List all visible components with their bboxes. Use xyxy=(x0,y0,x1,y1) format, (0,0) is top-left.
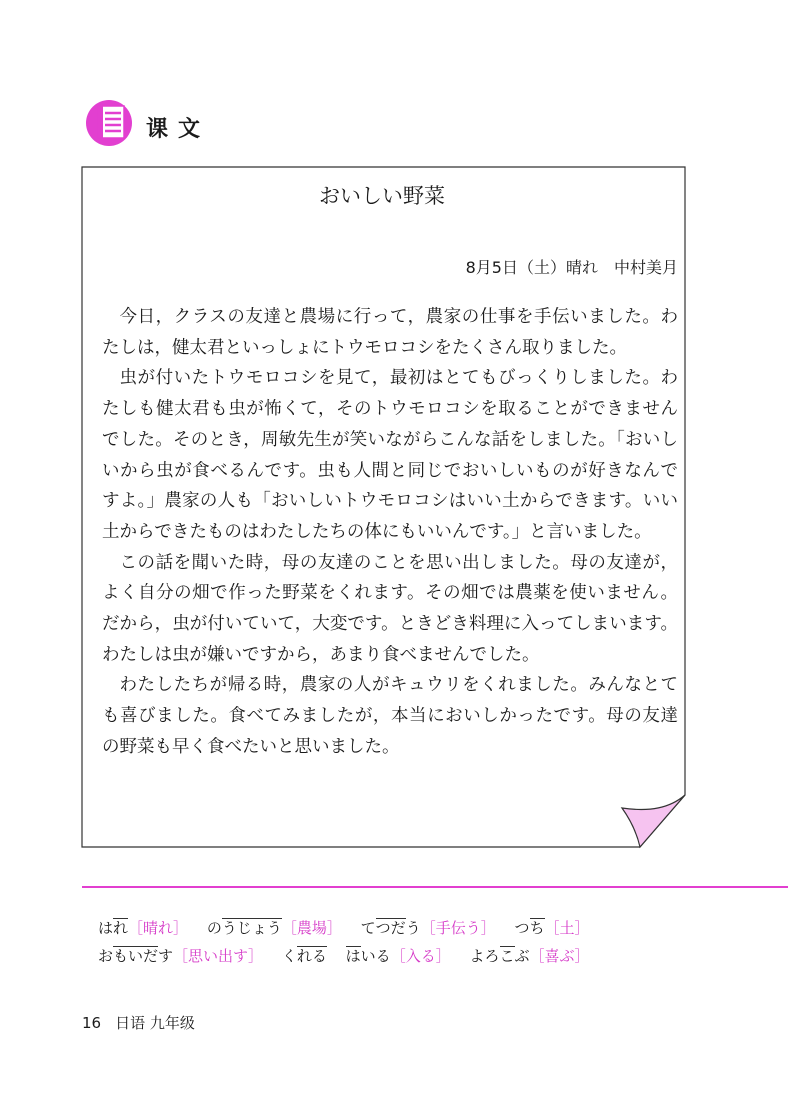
vocab-item: はれ［晴れ］ xyxy=(98,919,189,937)
story-body xyxy=(102,302,678,763)
paragraph: 今日，クラスの友達と農場に行って，農家の仕事を手伝いました。わたしは，健太君といっしょにトウモロコシをたくさん取りました。 xyxy=(102,307,678,358)
vocab-kanji: ［農場］ xyxy=(281,919,342,937)
vocab-kanji: ［喜ぶ］ xyxy=(529,947,590,965)
vocab-row xyxy=(98,917,604,938)
section-title: 课文 xyxy=(146,117,211,142)
accent-mark: つだ xyxy=(375,919,406,937)
book-title: 日语 九年级 xyxy=(115,1014,195,1032)
page-number: 16 xyxy=(82,1014,102,1032)
vocab-kanji: ［入る］ xyxy=(390,947,451,965)
vocab-item: つち［土］ xyxy=(514,919,590,937)
vocab-kanji: ［手伝う］ xyxy=(420,919,496,937)
story-title: おいしい野菜 xyxy=(319,184,445,208)
divider xyxy=(82,886,788,888)
paragraph: この話を聞いた時，母の友達のことを思い出しました。母の友達が，よく自分の畑で作った野菜をくれます。その畑では農薬を使いません。だから，虫が付いていて，大変です。ときどき料理に入ってしまいます。わたしは虫が嫌いですから，あまり食べませんでした。 xyxy=(102,552,678,665)
vocab-kanji: ［思い出す］ xyxy=(173,947,264,965)
accent-mark: もいだ xyxy=(113,947,159,965)
vocab-kanji: ［晴れ］ xyxy=(128,919,189,937)
story-date-author: 8月5日（土）晴れ 中村美月 xyxy=(465,258,678,277)
vocab-item: はいる［入る］ xyxy=(345,947,451,965)
vocab-item: よろこぶ［喜ぶ］ xyxy=(469,947,590,965)
vocab-item: のうじょう［農場］ xyxy=(206,919,342,937)
vocab-row xyxy=(98,945,604,966)
accent-mark: れ xyxy=(113,919,129,937)
vocab-item: おもいだす［思い出す］ xyxy=(98,947,264,965)
paragraph: 虫が付いたトウモロコシを見て，最初はとてもびっくりしました。わたしも健太君も虫が怖くて，そのトウモロコシを取ることができませんでした。そのとき，周敏先生が笑いながらこんな話をしました。「おいしいから虫が食べるんです。虫も人間と同じでおいしいものが好きなんですよ。」農家の人も「おいしいトウモロコシはいい土からできます。いい土からできたものはわたしたちの体にもいいんです。」と言いました。 xyxy=(102,368,678,542)
page-footer xyxy=(82,1012,195,1033)
accent-mark: うじょう xyxy=(221,919,282,937)
accent-mark: ち xyxy=(529,919,545,937)
vocab-item: てつだう［手伝う］ xyxy=(360,919,496,937)
paragraph: わたしたちが帰る時，農家の人がキュウリをくれました。みんなとても喜びました。食べてみましたが，本当においしかったです。母の友達の野菜も早く食べたいと思いました。 xyxy=(102,675,678,757)
accent-mark: は xyxy=(345,947,361,965)
vocab-item: くれる xyxy=(281,947,327,965)
vocab-kanji: ［土］ xyxy=(544,919,590,937)
accent-mark: れる xyxy=(296,947,327,965)
accent-mark: こ xyxy=(499,947,515,965)
